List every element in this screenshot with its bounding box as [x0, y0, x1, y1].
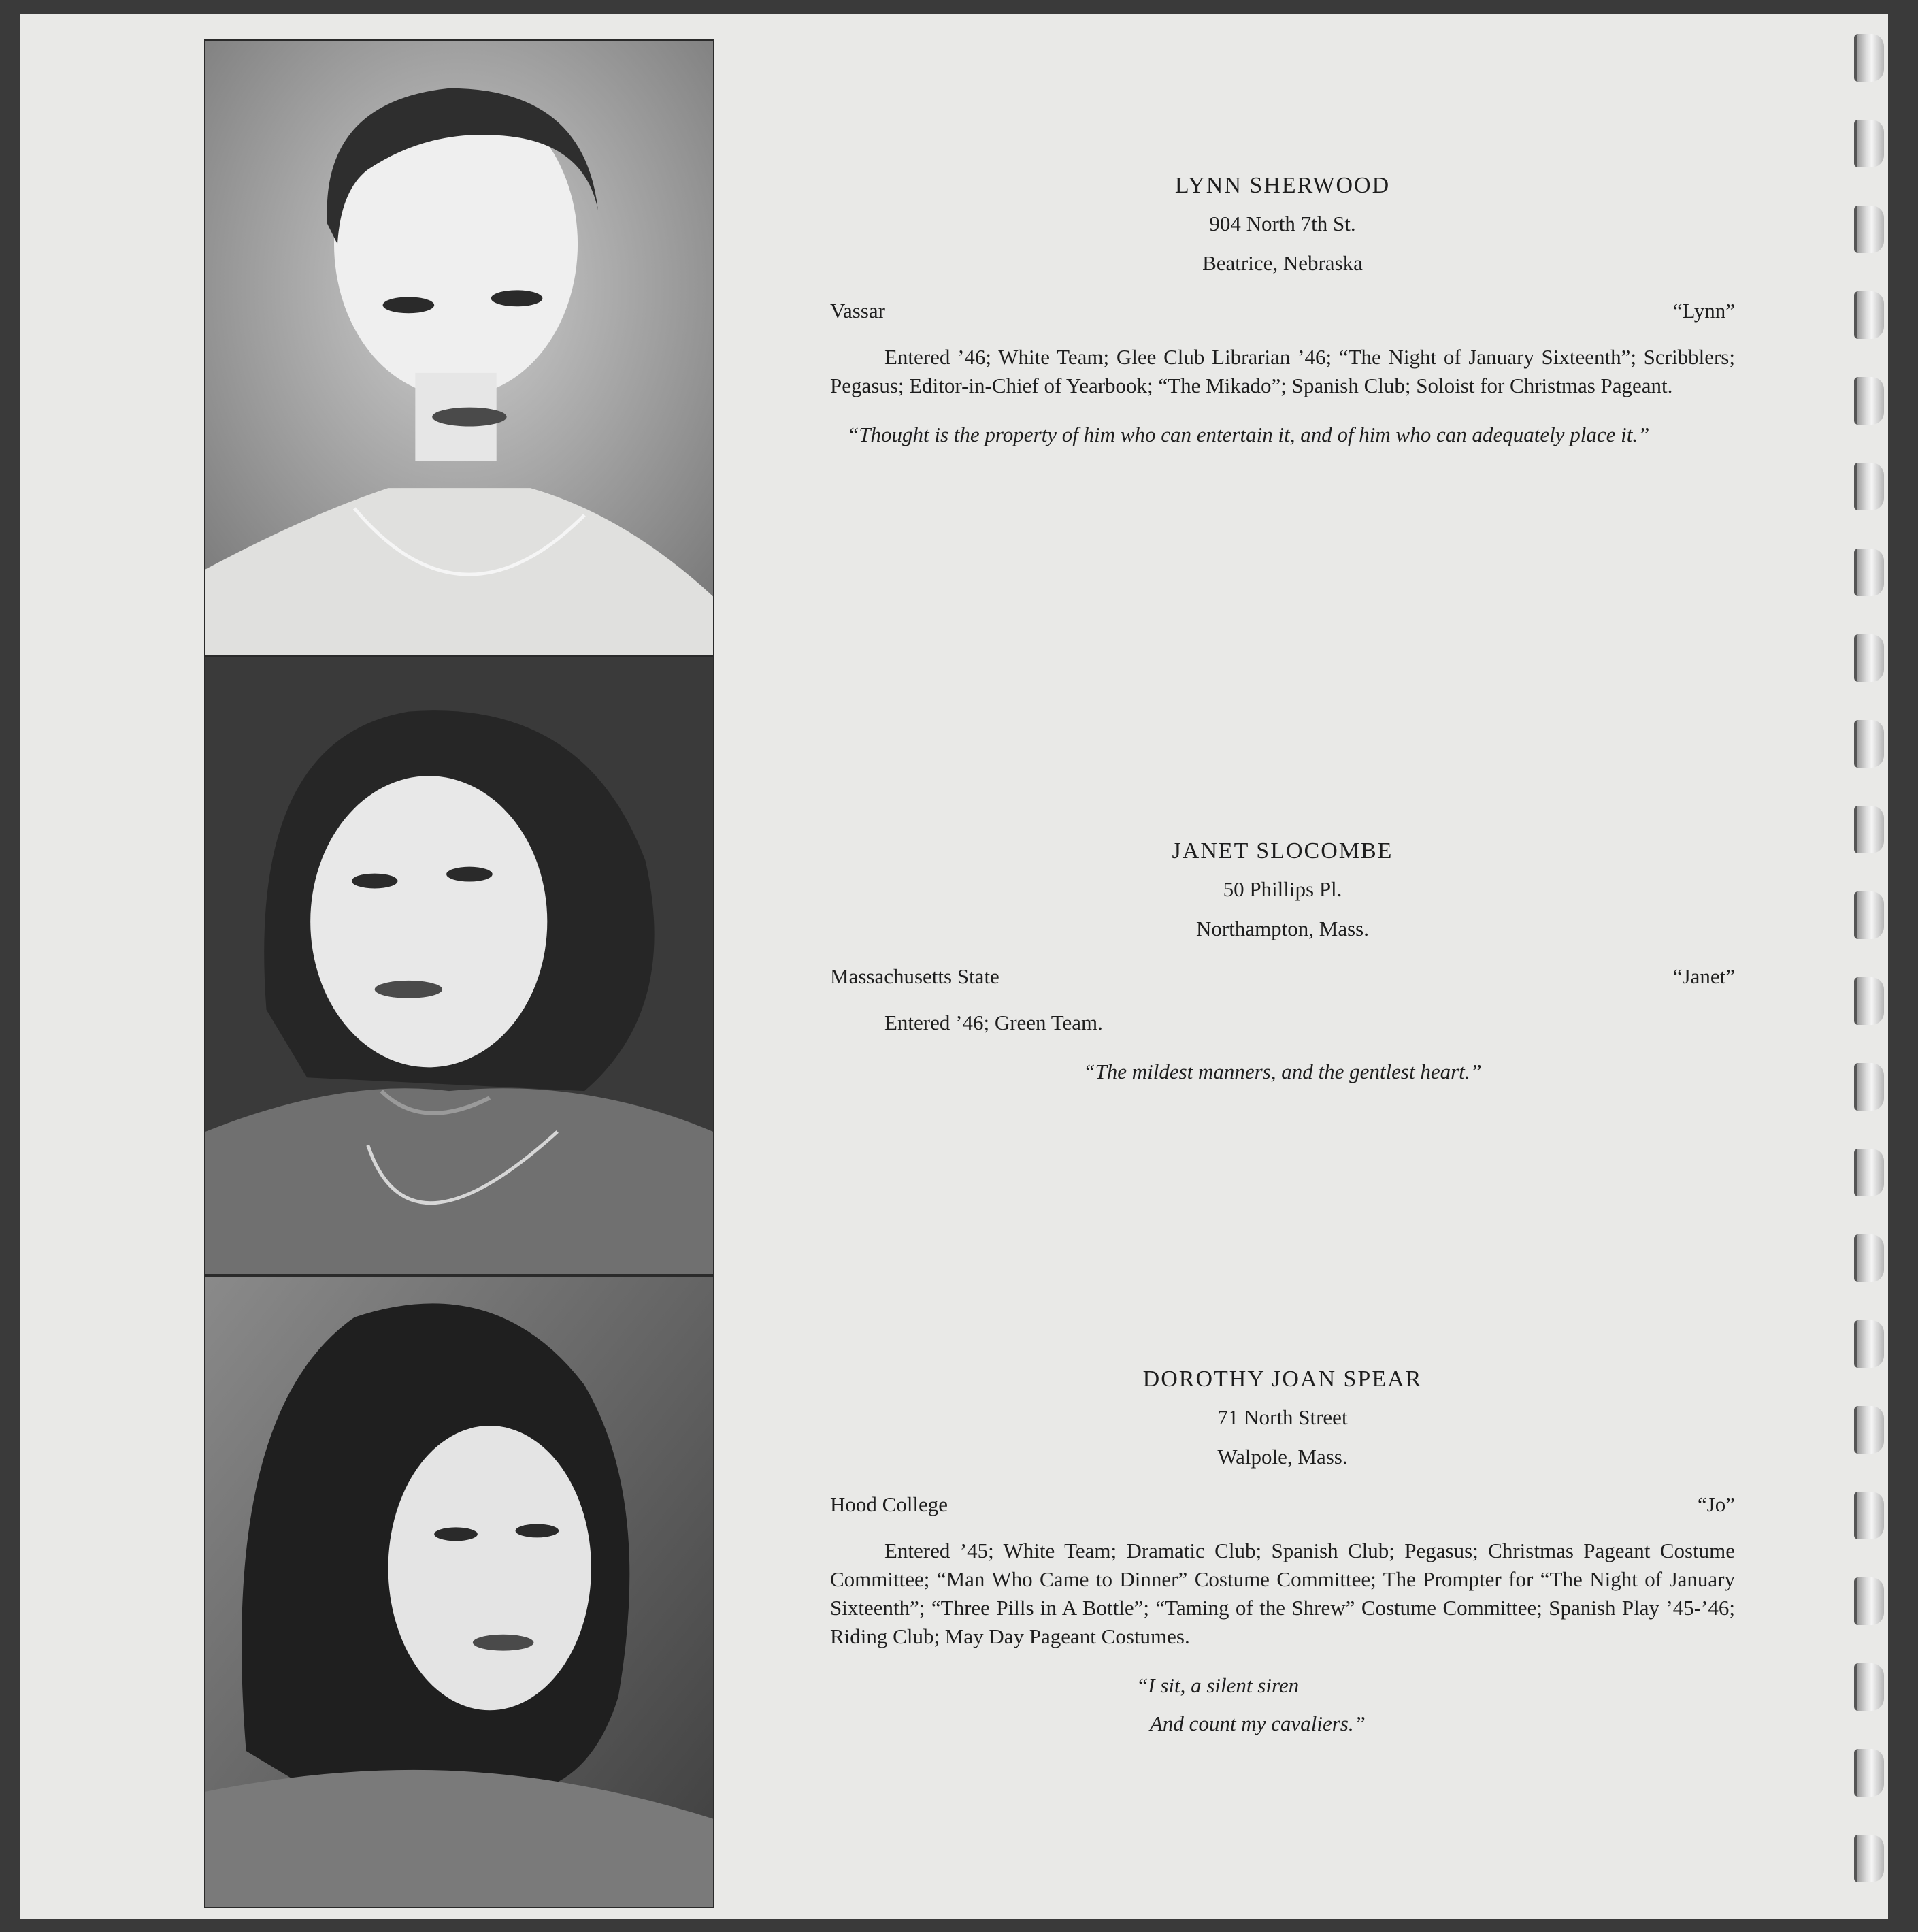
spiral-coil [1854, 1320, 1884, 1368]
spiral-coil [1854, 549, 1884, 596]
activities: Entered ’46; Green Team. [884, 1011, 1103, 1034]
student-name: JANET SLOCOMBE [1172, 838, 1393, 864]
college: Vassar [830, 299, 885, 323]
quote [830, 1671, 1735, 1738]
spiral-coil [1854, 377, 1884, 425]
entry-dorothy-joan-spear [830, 1365, 1735, 1738]
address-street: 50 Phillips Pl. [1223, 877, 1342, 901]
nickname: “Janet” [1672, 964, 1735, 988]
portrait-lynn-sherwood [204, 39, 714, 656]
spiral-coil [1854, 1406, 1884, 1454]
spiral-coil [1854, 1577, 1884, 1625]
quote: “The mildest manners, and the gentlest heart.” [1083, 1060, 1482, 1083]
college-nickname-row [830, 1490, 1735, 1519]
quote-line-1: “I sit, a silent siren [1136, 1673, 1300, 1697]
spiral-coil [1854, 634, 1884, 682]
address-city: Northampton, Mass. [1195, 917, 1369, 940]
portrait-column [204, 39, 714, 1908]
college: Hood College [830, 1492, 948, 1516]
activities: Entered ’46; White Team; Glee Club Librarian ’46; “The Night of January Sixteenth”; Scribblers; Pegasus; Editor-in-Chief of Yearbook; “The Mikado”; Spanish Club; Soloist for Christmas Pageant. [830, 345, 1735, 397]
spiral-coil [1854, 1149, 1884, 1196]
college-nickname-row [830, 962, 1735, 991]
quote-line-2: And count my cavaliers.” [1150, 1712, 1366, 1735]
yearbook-page [20, 14, 1888, 1919]
spiral-coil [1854, 891, 1884, 939]
entry-janet-slocombe [830, 837, 1735, 1086]
portrait-janet-slocombe [204, 656, 714, 1275]
spiral-coil [1854, 463, 1884, 510]
portrait-photo-3 [205, 1277, 713, 1907]
spiral-binding [1847, 14, 1888, 1919]
spiral-coil [1854, 291, 1884, 339]
college-nickname-row [830, 297, 1735, 325]
portrait-photo-2 [205, 657, 713, 1274]
nickname: “Lynn” [1672, 299, 1735, 323]
portrait-photo-1 [205, 41, 713, 655]
spiral-coil [1854, 1835, 1884, 1882]
address-city: Beatrice, Nebraska [1202, 251, 1363, 275]
entry-lynn-sherwood [830, 171, 1735, 449]
student-name: DOROTHY JOAN SPEAR [1142, 1366, 1423, 1392]
spiral-coil [1854, 720, 1884, 768]
address-street: 71 North Street [1217, 1405, 1348, 1429]
spiral-coil [1854, 977, 1884, 1025]
portrait-dorothy-joan-spear [204, 1275, 714, 1908]
spiral-coil [1854, 1063, 1884, 1111]
spiral-coil [1854, 1749, 1884, 1797]
spiral-coil [1854, 806, 1884, 853]
address-city: Walpole, Mass. [1217, 1445, 1348, 1469]
college: Massachusetts State [830, 964, 999, 988]
spiral-coil [1854, 34, 1884, 82]
spiral-coil [1854, 206, 1884, 253]
spiral-coil [1854, 1492, 1884, 1539]
student-name: LYNN SHERWOOD [1174, 173, 1391, 198]
spiral-coil [1854, 120, 1884, 167]
address-street: 904 North 7th St. [1209, 212, 1356, 235]
quote: “Thought is the property of him who can entertain it, and of him who can adequately place it.” [847, 423, 1650, 446]
nickname: “Jo” [1697, 1492, 1735, 1516]
activities: Entered ’45; White Team; Dramatic Club; Spanish Club; Pegasus; Christmas Pageant Costume Committee; “Man Who Came to Dinner” Costume Committee; The Prompter for “The Night of January Sixteenth”; “Three Pills in A Bottle”; “Taming of the Shrew” Costume Committee; Spanish Play ’45-’46; Riding Club; May Day Pageant Costumes. [830, 1539, 1735, 1648]
spiral-coil [1854, 1234, 1884, 1282]
spiral-coil [1854, 1663, 1884, 1711]
